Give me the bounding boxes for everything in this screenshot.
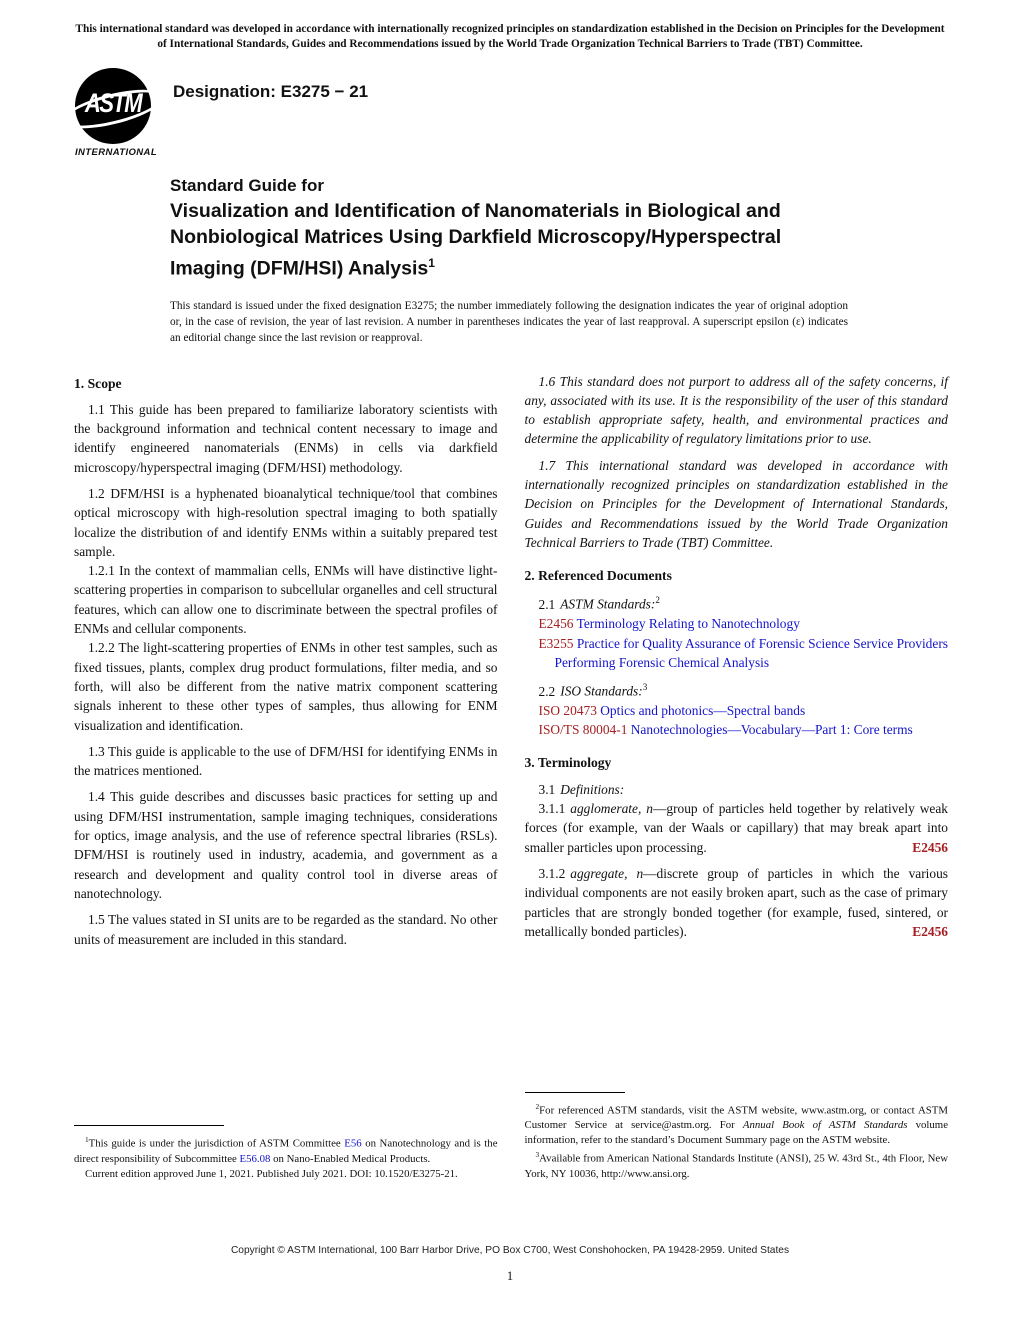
para-1-3: 1.3 This guide is applicable to the use of DFM/HSI for identifying ENMs in the matrices mentioned. [74, 743, 498, 779]
def-aggregate [525, 864, 949, 941]
iso-standards-num: 2.2 [538, 683, 556, 699]
right-footnotes [525, 1092, 949, 1182]
astm-logo-text: ASTM [84, 88, 142, 118]
footnote-2-book-title: Annual Book of ASTM Standards [742, 1119, 908, 1132]
para-1-2: 1.2 DFM/HSI is a hyphenated bioanalytical technique/tool that combines optical microscopy with high-resolution spectral imaging to both spatially localize the distribution of and identify ENMs within a suitably prepared test sample. [74, 485, 498, 559]
section-heading-terminology: 3. Terminology [524, 755, 612, 771]
para-3-1 [525, 780, 949, 799]
footnote-1-text3: on Nano-Enabled Medical Products. [270, 1152, 431, 1165]
ref-iso-ts-80004-1-designation[interactable]: ISO/TS 80004-1 [538, 722, 628, 738]
def-aggregate-term: aggregate, n [570, 865, 644, 881]
ref-e3255 [538, 634, 949, 673]
def-aggregate-source[interactable]: E2456 [912, 923, 948, 939]
ref-iso-20473 [538, 701, 949, 720]
masthead [73, 68, 1020, 158]
def-aggregate-num: 3.1.2 [538, 865, 566, 881]
wto-tbt-notice: This international standard was developed in accordance with internationally recognized principles on standardization established in the Decision on Principles for the Development of International Standards, Guides and Recommendations issued by the World Trade Organization Technical Barriers to Trade (TBT) Committee. [75, 23, 945, 50]
title-text: Visualization and Identification of Nanomaterials in Biological and Nonbiological Matrices Using Darkfield Microscopy/Hyperspectral Imaging (DFM/HSI) Analysis [170, 200, 782, 280]
footnote-1-marker: 1 [85, 1135, 89, 1145]
ref-e3255-title[interactable]: Practice for Quality Assurance of Forensic Science Service Providers Performing Forensic Chemical Analysis [554, 635, 948, 670]
astm-standards-text: ASTM Standards: [560, 596, 656, 612]
ref-e2456-title[interactable]: Terminology Relating to Nanotechnology [576, 616, 800, 632]
page-title [170, 198, 795, 282]
def-agglomerate-num: 3.1.1 [538, 801, 566, 817]
def-agglomerate-text: —group of particles held together by relatively weak forces (for example, van der Waals or capillary) that may break apart into smaller particles upon processing. [524, 801, 948, 855]
footnote-2 [525, 1100, 949, 1148]
ref-e3255-designation[interactable]: E3255 [538, 635, 574, 651]
left-column [74, 368, 498, 1182]
def-agglomerate [525, 799, 949, 857]
astm-standards-label [525, 591, 949, 614]
ref-iso-ts-80004-1-title[interactable]: Nanotechnologies—Vocabulary—Part 1: Core terms [630, 722, 913, 738]
issuance-note: This standard is issued under the fixed designation E3275; the number immediately following the designation indicates the year of original adoption or, in the case of revision, the year of last revision. A number in parentheses indicates the year of last reapproval. A superscript epsilon (ε) indicates an editorial change since the last revision or reapproval. [170, 299, 848, 344]
title-footnote-ref[interactable]: 1 [428, 256, 435, 270]
defs-label: Definitions: [560, 781, 625, 797]
footnote-separator [525, 1092, 625, 1093]
astm-logo [73, 68, 165, 158]
footnote-separator [74, 1125, 224, 1126]
two-column-body [74, 368, 948, 1182]
para-1-4: 1.4 This guide describes and discusses basic practices for setting up and using DFM/HSI instrumentation, sample imaging techniques, considerations for optics, image analysis, and the use of reference spectral libraries (RSLs). DFM/HSI is routinely used in industry, academia, and government as a research and development and quality control tool in diverse areas of nanotechnology. [74, 789, 498, 901]
section-heading-scope: 1. Scope [74, 375, 122, 391]
ref-e2456-designation[interactable]: E2456 [538, 616, 574, 632]
footnote-2-text2: volume information, refer to the standard’s Document Summary page on the ASTM website. [524, 1119, 949, 1147]
link-committee-e56[interactable]: E56 [344, 1137, 362, 1150]
astm-globe-icon [75, 68, 151, 144]
para-1-2-1: 1.2.1 In the context of mammalian cells, ENMs will have distinctive light-scattering properties in comparison to subcellular organelles and cell structural features, which can allow one to discriminate between the spectral profiles of ENMs and cellular components. [74, 563, 498, 637]
astm-standards-footnote-ref[interactable]: 2 [655, 595, 660, 606]
iso-standards-text: ISO Standards: [560, 683, 643, 699]
para-1-5: 1.5 The values stated in SI units are to be regarded as the standard. No other units of measurement are included in this standard. [74, 912, 498, 947]
ref-iso-ts-80004-1 [538, 720, 949, 739]
para-1-6: 1.6 This standard does not purport to address all of the safety concerns, if any, associated with its use. It is the responsibility of the user of this standard to establish appropriate safety, health, and environmental practices and determine the applicability of regulatory limitations prior to use. [524, 373, 948, 447]
para-1-2-2: 1.2.2 The light-scattering properties of ENMs in other test samples, such as fixed tissues, plants, complex drug product formulations, filter media, and so forth, will also be different from the native matrix component scattering signals inherent to these other types of samples, thus allowing for ENM visualization and identification. [74, 640, 498, 733]
page-number: 1 [506, 1269, 514, 1283]
footnote-3-text: Available from American National Standards Institute (ANSI), 25 W. 43rd St., 4th Floor, New York, NY 10036, http://www.ansi.org. [524, 1152, 948, 1180]
footnote-3 [525, 1148, 949, 1181]
footnote-1-text2: on Nanotechnology and is the direct responsibility of Subcommittee [74, 1137, 498, 1165]
def-aggregate-text: —discrete group of particles in which the various individual components are not easily broken apart, such as the case of primary particles that are strongly bonded together (for example, fused, sintered, or metallically bonded particles). [524, 865, 948, 939]
title-prefix: Standard Guide for [170, 176, 324, 195]
para-1-1: 1.1 This guide has been prepared to familiarize laboratory scientists with the background information and technical content necessary to image and identify engineered nanomaterials (ENMs) in cells via darkfield microscopy/hyperspectral imaging (DFM/HSI) methodology. [74, 401, 498, 475]
ref-iso-20473-title[interactable]: Optics and photonics—Spectral bands [600, 702, 806, 718]
def-agglomerate-source[interactable]: E2456 [912, 839, 948, 855]
defs-num: 3.1 [538, 781, 556, 797]
def-agglomerate-term: agglomerate, n [570, 801, 653, 817]
ref-e2456 [538, 614, 949, 633]
section-heading-referenced-documents: 2. Referenced Documents [524, 568, 672, 584]
footnote-1-text: This guide is under the jurisdiction of ASTM Committee [88, 1137, 345, 1150]
iso-standards-footnote-ref[interactable]: 3 [642, 682, 648, 693]
iso-standards-label [525, 678, 949, 701]
footnote-3-marker: 3 [535, 1150, 540, 1160]
footnote-2-text: For referenced ASTM standards, visit the ASTM website, www.astm.org, or contact ASTM Customer Service at service@astm.org. For [524, 1104, 948, 1132]
title-block [170, 174, 795, 282]
astm-standards-num: 2.1 [538, 596, 556, 612]
right-column [525, 368, 949, 1182]
footnote-1 [74, 1133, 498, 1166]
ref-iso-20473-designation[interactable]: ISO 20473 [538, 702, 597, 718]
para-1-7: 1.7 This international standard was developed in accordance with internationally recognized principles on standardization established in the Decision on Principles for the Development of International Standards, Guides and Recommendations issued by the World Trade Organization Technical Barriers to Trade (TBT) Committee. [524, 457, 948, 550]
link-subcommittee-e56-08[interactable]: E56.08 [239, 1152, 271, 1165]
designation-label: Designation: E3275 − 21 [173, 82, 369, 101]
footnote-2-marker: 2 [535, 1101, 540, 1111]
copyright-line: Copyright © ASTM International, 100 Barr Harbor Drive, PO Box C700, West Conshohocken, PA 19428-2959. United States [230, 1245, 790, 1256]
left-footnotes [74, 1125, 498, 1181]
astm-logo-international: INTERNATIONAL [74, 147, 158, 158]
footnote-1-edition: Current edition approved June 1, 2021. Published July 2021. DOI: 10.1520/E3275-21. [85, 1167, 458, 1180]
